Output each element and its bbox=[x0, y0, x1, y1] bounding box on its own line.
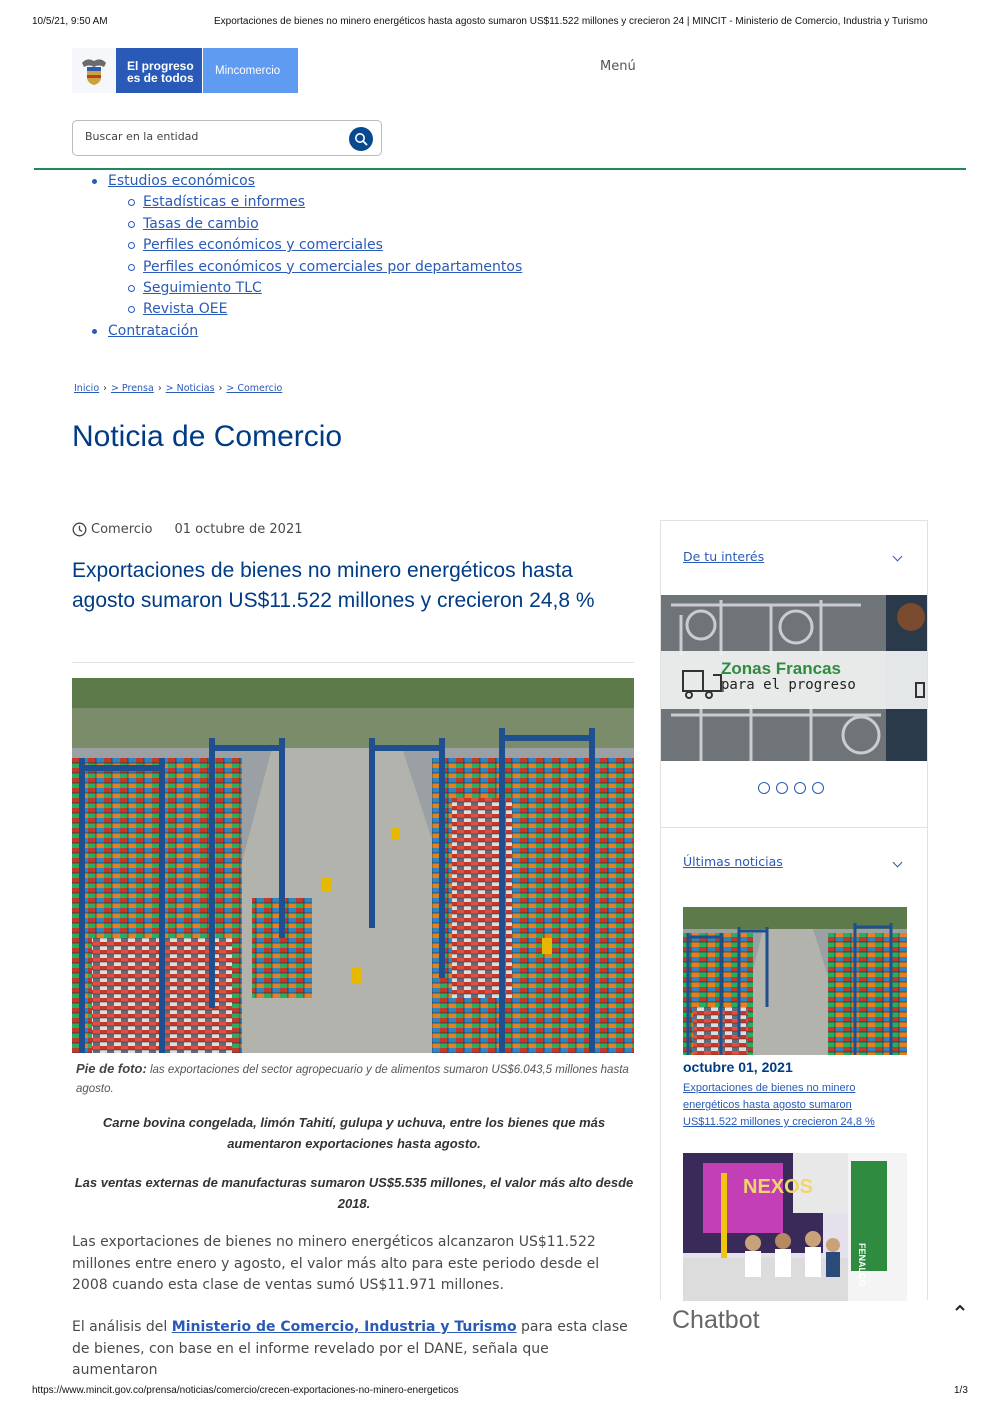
breadcrumb-prensa[interactable]: > Prensa bbox=[110, 383, 154, 394]
nav-subitem bbox=[72, 299, 522, 320]
entity-name: Mincomercio bbox=[202, 48, 298, 93]
carousel-dot-3[interactable] bbox=[794, 782, 806, 794]
search-icon bbox=[354, 132, 368, 146]
nav-link-estadisticas[interactable]: Estadísticas e informes bbox=[143, 194, 306, 211]
article-date: 01 octubre de 2021 bbox=[174, 522, 303, 537]
coat-of-arms-icon bbox=[72, 48, 116, 93]
print-url: https://www.mincit.gov.co/prensa/noticias/comercio/crecen-exportaciones-no-minero-energeticos bbox=[32, 1385, 459, 1396]
search-input[interactable] bbox=[83, 129, 337, 144]
nav-subitem bbox=[72, 257, 522, 278]
article-paragraph-2: El análisis del Ministerio de Comercio, Industria y Turismo para esta clase de bienes, con base en el informe revelado por el DANE, señala que aumentaron bbox=[72, 1319, 628, 1378]
accordion-ultimas-noticias[interactable]: Últimas noticias bbox=[683, 854, 783, 869]
article-category: Comercio bbox=[91, 522, 153, 537]
promo-title: Zonas Francas bbox=[721, 659, 841, 678]
chevron-down-icon[interactable] bbox=[893, 552, 903, 562]
nav-subitem bbox=[72, 214, 522, 235]
promo-subtitle: para el progreso bbox=[721, 677, 856, 693]
carousel-dots bbox=[755, 779, 827, 798]
chevron-down-icon[interactable] bbox=[893, 858, 903, 868]
breadcrumb-comercio[interactable]: > Comercio bbox=[226, 383, 283, 394]
search-box bbox=[72, 120, 382, 156]
nav-subitem bbox=[72, 235, 522, 256]
article-meta bbox=[72, 522, 303, 537]
promo-banner-zonas-francas[interactable] bbox=[661, 595, 927, 761]
title-divider bbox=[72, 662, 634, 663]
news2-sign: NEXOS bbox=[743, 1176, 814, 1198]
nav-link-seguimiento-tlc[interactable]: Seguimiento TLC bbox=[143, 279, 262, 296]
page-title: Noticia de Comercio bbox=[72, 420, 343, 453]
print-page-number: 1/3 bbox=[954, 1385, 968, 1396]
nav-item-contratacion bbox=[72, 321, 522, 342]
print-page-title: Exportaciones de bienes no minero energéticos hasta agosto sumaron US$11.522 millones y crecieron 24 | MINCIT - Ministerio de Comercio, Industria y Turismo bbox=[214, 16, 928, 27]
carousel-dot-4[interactable] bbox=[812, 782, 824, 794]
nav-item-estudios bbox=[72, 171, 522, 192]
search-button[interactable] bbox=[349, 127, 373, 151]
menu-button[interactable]: Menú bbox=[600, 59, 636, 74]
article-lead-2: Las ventas externas de manufacturas sumaron US$5.535 millones, el valor más alto desde 2018. bbox=[74, 1175, 634, 1211]
sidebar bbox=[660, 520, 928, 1300]
site-logo[interactable] bbox=[72, 48, 298, 93]
nav-subitem bbox=[72, 192, 522, 213]
scroll-to-top-button[interactable] bbox=[954, 1302, 966, 1316]
article-paragraph-1: Las exportaciones de bienes no minero energéticos alcanzaron US$11.522 millones entre enero y agosto, el valor más alto para este periodo desde el 2008 cuando esta clase de ventas sumó US$11.971 millones. bbox=[72, 1234, 600, 1293]
clock-icon bbox=[72, 522, 87, 537]
news-date: octubre 01, 2021 bbox=[683, 1059, 793, 1075]
carousel-dot-1[interactable] bbox=[758, 782, 770, 794]
caption-text: las exportaciones del sector agropecuario y de alimentos sumaron US$6.043,5 millones hasta agosto. bbox=[76, 1064, 629, 1095]
breadcrumb-inicio[interactable]: Inicio bbox=[74, 383, 100, 394]
photo-caption bbox=[76, 1059, 636, 1099]
accordion-de-tu-interes[interactable]: De tu interés bbox=[683, 549, 765, 564]
caption-label: Pie de foto: bbox=[76, 1061, 147, 1076]
chatbot-button[interactable]: Chatbot bbox=[672, 1306, 760, 1334]
header-divider bbox=[34, 168, 966, 170]
nav-link-perfiles-departamentos[interactable]: Perfiles económicos y comerciales por departamentos bbox=[143, 258, 523, 275]
breadcrumb: Inicio › > Prensa › > Noticias › > Comercio bbox=[74, 383, 283, 394]
nav-link-contratacion[interactable]: Contratación bbox=[108, 322, 199, 339]
sidebar-divider bbox=[661, 827, 927, 828]
slogan: El progreso es de todos bbox=[116, 48, 202, 93]
news-link-1[interactable]: Exportaciones de bienes no minero energéticos hasta agosto sumaron US$11.522 millones y crecieron 24,8 % bbox=[683, 1082, 875, 1128]
article-hero-image bbox=[72, 678, 634, 1053]
news2-sign-2: FENALCO bbox=[857, 1243, 867, 1287]
nav-menu bbox=[72, 171, 522, 342]
carousel-dot-2[interactable] bbox=[776, 782, 788, 794]
nav-link-tasas[interactable]: Tasas de cambio bbox=[143, 215, 259, 232]
nav-link-revista-oee[interactable]: Revista OEE bbox=[143, 301, 228, 318]
article-lead-1: Carne bovina congelada, limón Tahití, gulupa y uchuva, entre los bienes que más aumentaron exportaciones hasta agosto. bbox=[102, 1115, 606, 1151]
nav-link-estudios[interactable]: Estudios económicos bbox=[108, 173, 255, 189]
print-datetime: 10/5/21, 9:50 AM bbox=[32, 16, 108, 27]
news-thumbnail-1[interactable] bbox=[683, 907, 907, 1055]
nav-link-perfiles[interactable]: Perfiles económicos y comerciales bbox=[143, 237, 383, 254]
ministry-link[interactable]: Ministerio de Comercio, Industria y Turismo bbox=[171, 1319, 517, 1335]
article-title: Exportaciones de bienes no minero energéticos hasta agosto sumaron US$11.522 millones y crecieron 24,8 % bbox=[72, 559, 595, 612]
chevron-up-icon bbox=[954, 1303, 966, 1313]
breadcrumb-noticias[interactable]: > Noticias bbox=[165, 383, 215, 394]
nav-subitem bbox=[72, 278, 522, 299]
news-thumbnail-2[interactable] bbox=[683, 1153, 907, 1301]
